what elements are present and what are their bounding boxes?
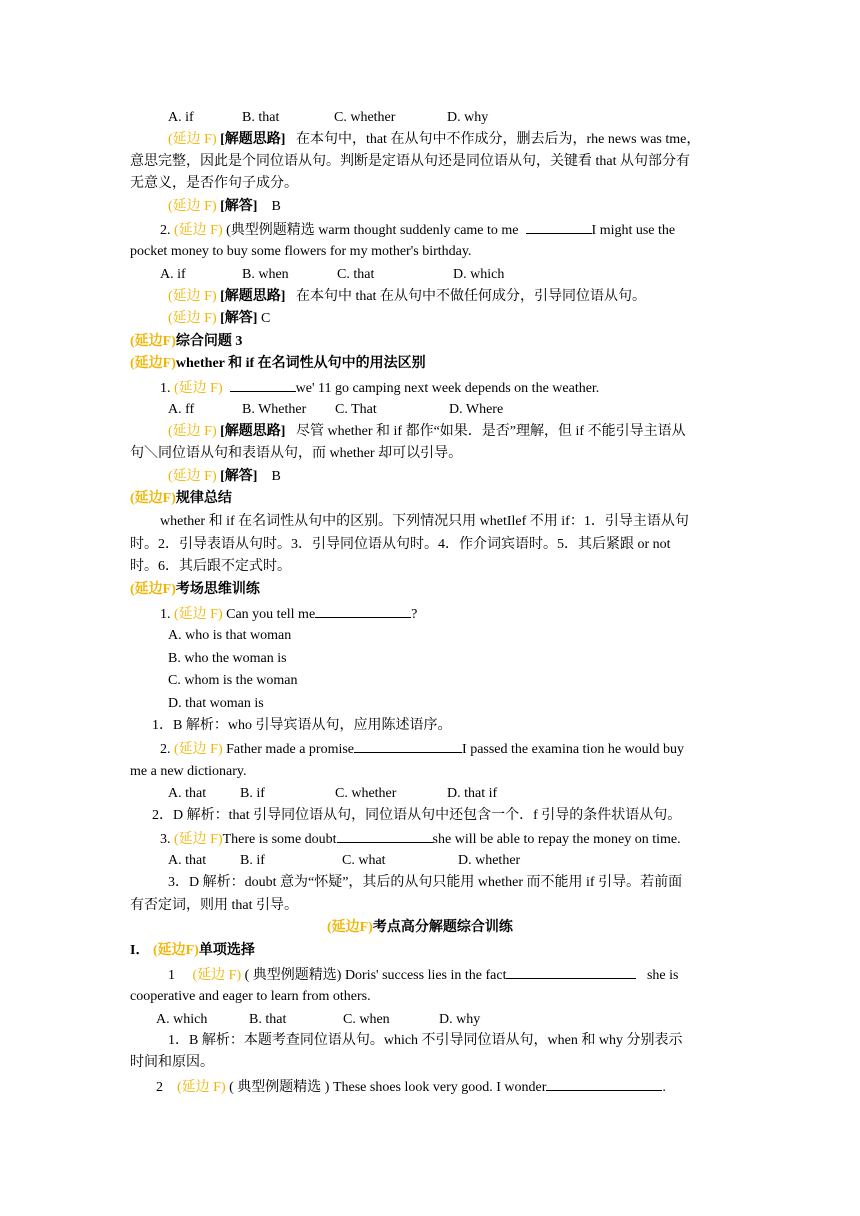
source-tag: (延边F) xyxy=(327,920,373,935)
source-tag: (延边 F) xyxy=(174,381,223,396)
answer-value: B xyxy=(271,469,281,484)
explanation-text: 2．D 解析：that 引导同位语从句，同位语从句中还包含一个．f 引导的条件状语从句。 xyxy=(152,808,682,823)
question-line xyxy=(156,1076,666,1098)
source-tag: (延边 F) xyxy=(168,424,217,439)
question-text: Father made a promise xyxy=(226,742,355,757)
option-d: D. whether xyxy=(458,853,521,868)
answer-label: [解答] xyxy=(220,469,258,484)
source-tag: (延边 F) xyxy=(177,1080,226,1095)
question-line xyxy=(160,738,684,760)
option-a: A. if xyxy=(168,110,194,125)
options-line xyxy=(156,1010,481,1030)
answer-line xyxy=(168,197,281,217)
option-d: D. which xyxy=(453,267,505,282)
source-tag: (延边 F) xyxy=(168,469,217,484)
analysis-label: [解题思路] xyxy=(220,132,286,147)
source-tag: (延边 F) xyxy=(174,223,223,238)
body-text: 意思完整，因此是个同位语从句。判断是定语从句还是同位语从句，关键看 that 从句部分有 xyxy=(130,154,690,169)
question-number: 1. xyxy=(160,607,171,622)
heading-text: 规律总结 xyxy=(175,491,232,506)
source-tag: (延边 F) xyxy=(174,742,223,757)
analysis-text: 在本句中，that 在从句中不作成分，删去后为，rhe news was tme， xyxy=(295,132,701,147)
option-d: D. why xyxy=(439,1012,481,1027)
answer-label: [解答] xyxy=(220,199,258,214)
option-b: B. that xyxy=(242,110,280,125)
answer-label: [解答] xyxy=(220,311,258,326)
question-text: she will be able to repay the money on time. xyxy=(432,832,681,847)
question-text: (典型例题精选 warm thought suddenly came to me xyxy=(226,223,519,238)
analysis-label: [解题思路] xyxy=(220,289,286,304)
question-text: I might use the xyxy=(591,223,676,238)
source-tag: (延边F) xyxy=(152,943,199,958)
body-text: pocket money to buy some flowers for my mother's birthday. xyxy=(130,244,472,259)
source-tag: (延边 F) xyxy=(174,607,223,622)
body-text: cooperative and eager to learn from others. xyxy=(130,989,371,1004)
question-line xyxy=(160,828,681,850)
question-text: ( 典型例题精选) Doris' success lies in the fact xyxy=(244,968,507,983)
source-tag: (延边 F) xyxy=(168,311,217,326)
question-line xyxy=(160,219,675,241)
answer-blank[interactable] xyxy=(230,377,296,392)
question-line xyxy=(168,964,678,986)
option-b: B. who the woman is xyxy=(168,651,287,666)
analysis-text: 在本句中 that 在从句中不做任何成分，引导同位语从句。 xyxy=(295,289,646,304)
heading-text: 综合问题 3 xyxy=(175,334,243,349)
section-heading xyxy=(130,332,242,352)
question-number: 2. xyxy=(160,223,171,238)
analysis-text: 尽管 whether 和 if 都作“如果．是否”理解，但 if 不能引导主语从 xyxy=(295,424,686,439)
question-text: ( 典型例题精选 ) These shoes look very good. I wonder xyxy=(229,1080,547,1095)
source-tag: (延边F) xyxy=(130,334,176,349)
option-c: C. whether xyxy=(334,110,396,125)
option-a: A. who is that woman xyxy=(168,628,292,643)
answer-value: B xyxy=(271,199,281,214)
section-number: I． xyxy=(130,943,150,958)
answer-blank[interactable] xyxy=(546,1076,662,1091)
analysis-line xyxy=(168,287,646,307)
analysis-line xyxy=(168,422,686,442)
explanation-text: 有否定词，则用 that 引导。 xyxy=(130,898,298,913)
question-text: Can you tell me xyxy=(226,607,316,622)
explanation-text: 1．B 解析：who 引导宾语从句，应用陈述语序。 xyxy=(152,718,452,733)
option-b: B. if xyxy=(240,853,265,868)
body-text: 无意义，是否作句子成分。 xyxy=(130,176,298,191)
source-tag: (延边F) xyxy=(130,356,176,371)
explanation-text: 3．D 解析：doubt 意为“怀疑”，其后的从句只能用 whether 而不能用 if 引导。若前面 xyxy=(168,875,683,890)
analysis-label: [解题思路] xyxy=(220,424,286,439)
section-heading xyxy=(327,918,513,938)
question-number: 3. xyxy=(160,832,171,847)
question-number: 2. xyxy=(160,742,171,757)
answer-line xyxy=(168,467,281,487)
option-d: D. that woman is xyxy=(168,696,264,711)
body-text: 时。2．引导表语从句时。3．引导同位语从句时。4．作介词宾语时。5．其后紧跟 or not xyxy=(130,537,671,552)
answer-blank[interactable] xyxy=(526,219,592,234)
answer-line xyxy=(168,309,270,329)
option-a: A. which xyxy=(156,1012,208,1027)
options-line xyxy=(160,265,505,285)
question-line xyxy=(160,603,417,625)
heading-text: 考场思维训练 xyxy=(175,582,260,597)
option-c: C. That xyxy=(335,402,377,417)
question-text: she is xyxy=(646,968,679,983)
source-tag: (延边F) xyxy=(130,491,176,506)
body-text: me a new dictionary. xyxy=(130,764,247,779)
source-tag: (延边 F) xyxy=(174,832,223,847)
option-c: C. whom is the woman xyxy=(168,673,298,688)
answer-blank[interactable] xyxy=(337,828,433,843)
options-line xyxy=(168,400,504,420)
answer-blank[interactable] xyxy=(506,964,636,979)
source-tag: (延边 F) xyxy=(168,199,217,214)
option-d: D. why xyxy=(447,110,489,125)
analysis-line xyxy=(168,130,700,150)
section-heading xyxy=(130,580,260,600)
source-tag: (延边F) xyxy=(130,582,176,597)
option-a: A. that xyxy=(168,853,207,868)
option-c: C. whether xyxy=(335,786,397,801)
option-b: B. if xyxy=(240,786,265,801)
option-d: D. that if xyxy=(447,786,498,801)
option-b: B. that xyxy=(249,1012,287,1027)
question-line xyxy=(160,377,599,399)
source-tag: (延边 F) xyxy=(192,968,242,983)
question-text: . xyxy=(662,1080,666,1095)
options-line xyxy=(168,108,489,128)
body-text: 时。6．其后跟不定式时。 xyxy=(130,559,291,574)
option-c: C. that xyxy=(337,267,375,282)
option-a: A. that xyxy=(168,786,207,801)
question-text: ? xyxy=(411,607,418,622)
section-heading xyxy=(130,941,255,961)
answer-blank[interactable] xyxy=(354,738,462,753)
heading-text: 考点高分解题综合训练 xyxy=(372,920,513,935)
heading-text: 单项选择 xyxy=(198,943,255,958)
source-tag: (延边 F) xyxy=(168,289,217,304)
option-c: C. when xyxy=(343,1012,390,1027)
option-a: A. if xyxy=(160,267,186,282)
heading-text: whether 和 if 在名词性从句中的用法区别 xyxy=(175,356,426,371)
options-line xyxy=(168,784,498,804)
explanation-text: 1．B 解析：本题考查同位语从句。which 不引导同位语从句，when 和 why 分别表示 xyxy=(168,1033,683,1048)
body-text: 句＼同位语从句和表语从句，而 whether 却可以引导。 xyxy=(130,446,463,461)
answer-value: C xyxy=(260,311,271,326)
question-number: 1 xyxy=(168,968,175,983)
question-text: There is some doubt xyxy=(222,832,337,847)
option-b: B. when xyxy=(242,267,289,282)
options-line xyxy=(168,851,521,871)
section-heading xyxy=(130,354,426,374)
option-b: B. Whether xyxy=(242,402,307,417)
option-a: A. ff xyxy=(168,402,195,417)
source-tag: (延边 F) xyxy=(168,132,217,147)
question-number: 2 xyxy=(156,1080,163,1095)
option-d: D. Where xyxy=(449,402,504,417)
option-c: C. what xyxy=(342,853,386,868)
question-text: I passed the examina tion he would buy xyxy=(462,742,685,757)
body-text: whether 和 if 在名词性从句中的区别。下列情况只用 whetIlef 不用 if：1．引导主语从句 xyxy=(160,514,689,529)
answer-blank[interactable] xyxy=(315,603,411,618)
question-text: we' 11 go camping next week depends on the weather. xyxy=(295,381,600,396)
explanation-text: 时间和原因。 xyxy=(130,1055,214,1070)
section-heading xyxy=(130,489,232,509)
question-number: 1. xyxy=(160,381,171,396)
